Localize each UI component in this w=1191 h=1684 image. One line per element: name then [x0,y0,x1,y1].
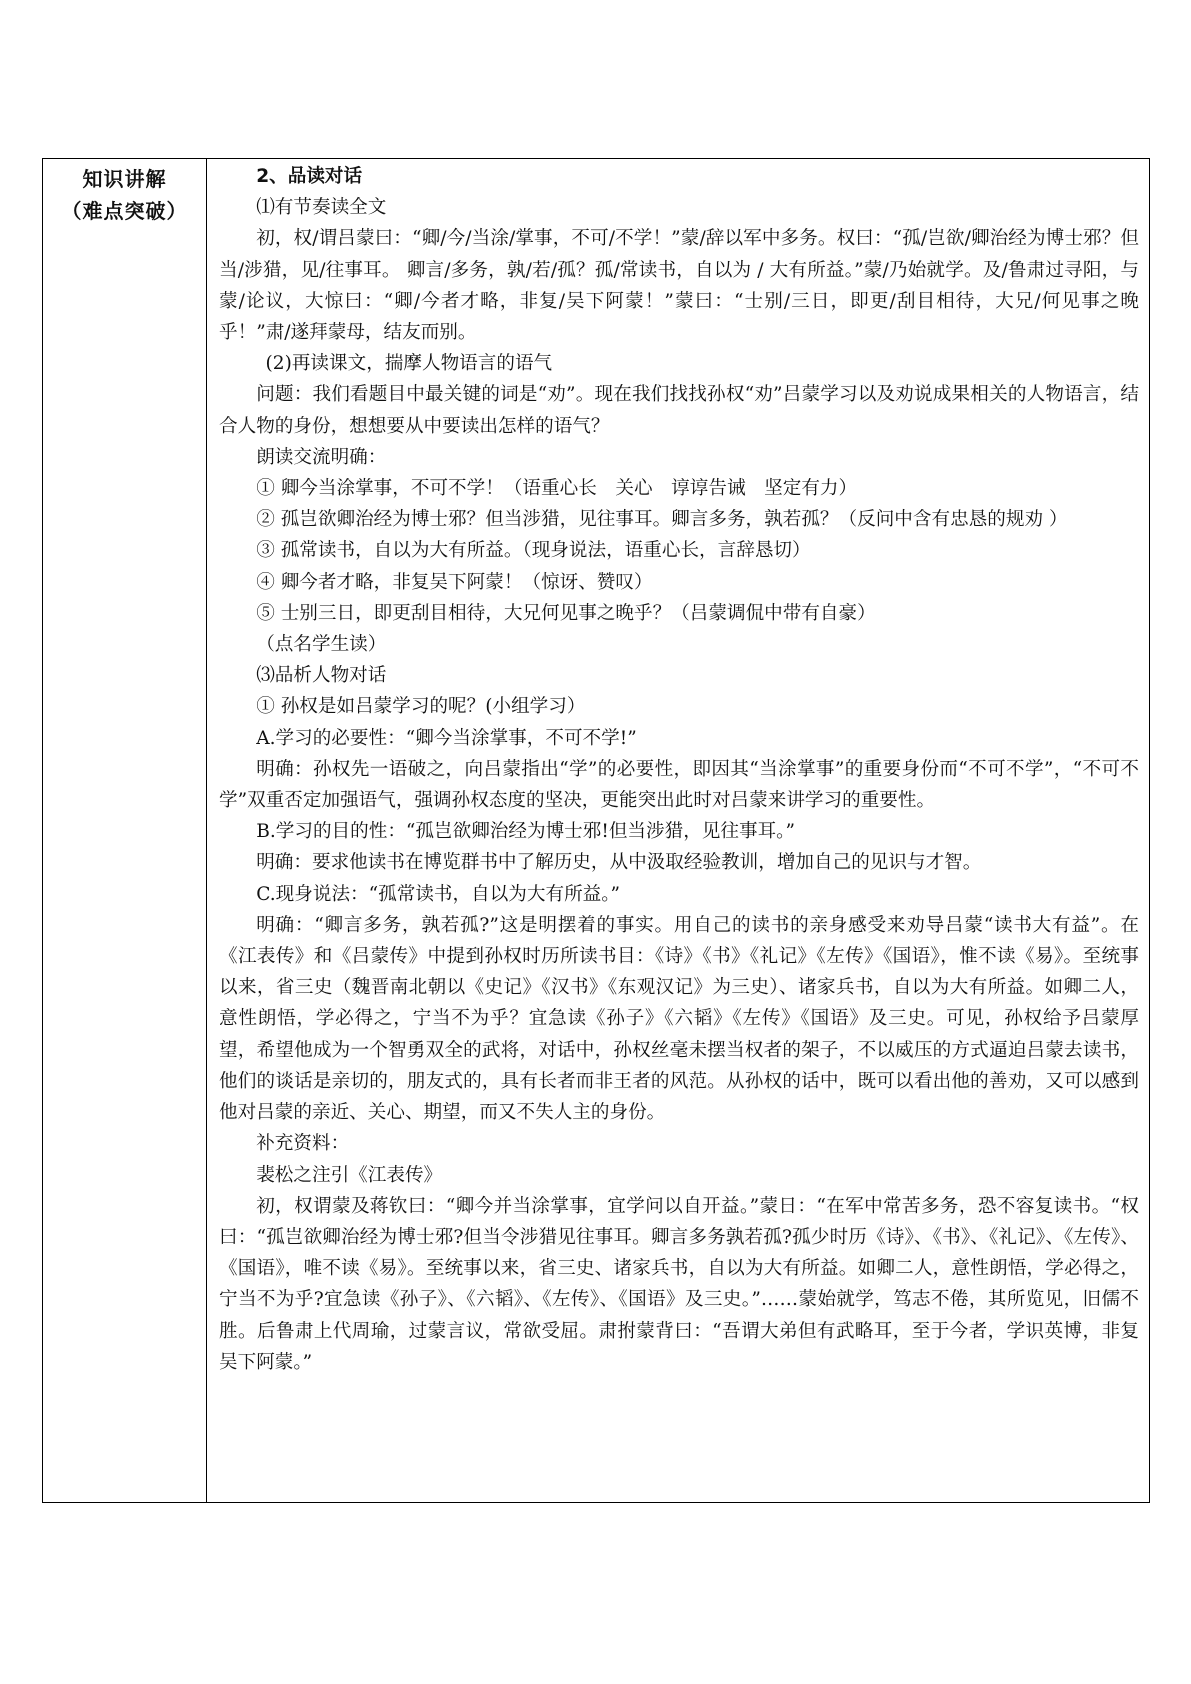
sec1-text: 初，权/谓吕蒙曰：“卿/今/当涂/掌事，不可/不学！”蒙/辞以军中多务。权曰：“孤/岂欲/卿治经为博士邪？但当/涉猎，见/往事耳。 卿言/多务，孰/若/孤？孤/常读书，自以为 / 大有所益。”蒙/乃始就学。及/鲁肃过寻阳，与蒙/论议，大惊曰：“卿/今者才略，非复/吴下阿蒙！”蒙曰：“士别/三日，即更/刮目相待，大兄/何见事之晚乎！”肃/遂拜蒙母，结友而别。 [219,228,1139,344]
lesson-table [42,158,1150,1503]
supplement-source: 裴松之注引《江表传》 [256,1164,443,1186]
sec2-clarify: 朗读交流明确： [256,446,387,468]
supplement-title: 补充资料： [256,1133,350,1155]
sec3-c-title: C.现身说法：“孤常读书，自以为大有所益。” [256,883,621,905]
sec2-note: （点名学生读） [256,634,387,656]
section-label-cell [43,159,207,1503]
lesson-content [219,161,1139,1378]
supplement-text: 初，权谓蒙及蒋钦曰：“卿今并当涂掌事，宜学问以自开益。”蒙日：“在军中常苦多务，恐不容复读书。“权曰：“孤岂欲卿治经为博士邪?但当令涉猎见往事耳。卿言多务孰若孤?孤少时历《诗》、《书》、《礼记》、《左传》、《国语》，唯不读《易》。至统事以来，省三史、诸家兵书，自以为大有所益。如卿二人，意性朗悟，学必得之，宁当不为乎?宜急读《孙子》、《六韬》、《左传》、《国语》及三史。”……蒙始就学，笃志不倦，其所览见，旧儒不胜。后鲁肃上代周瑜，过蒙言议，常欲受屈。肃拊蒙背曰：“吾谓大弟但有武略耳，至于今者，学识英博，非复吴下阿蒙。” [219,1195,1139,1373]
sec3-a-text: 明确：孙权先一语破之，向吕蒙指出“学”的必要性，即因其“当涂掌事”的重要身份而“不可不学”，“不可不学”双重否定加强语气，强调孙权态度的坚决，更能突出此时对吕蒙来讲学习的重要性。 [219,758,1139,812]
sec3-b-title: B.学习的目的性：“孤岂欲卿治经为博士邪!但当涉猎，见往事耳。” [256,821,795,843]
lesson-row [43,159,1150,1503]
sec2-question: 问题：我们看题目中最关键的词是“劝”。现在我们找找孙权“劝”吕蒙学习以及劝说成果相关的人物语言，结合人物的身份，想想要从中要读出怎样的语气？ [219,384,1139,437]
section-label-title: 知识讲解 [82,167,167,191]
sec2-item-1: ① 卿今当涂掌事，不可不学！（语重心长 关心 谆谆告诫 坚定有力） [256,478,858,500]
sec2-item-5: ⑤ 士别三日，即更刮目相待，大兄何见事之晚乎？（吕蒙调侃中带有自豪） [256,602,876,624]
section-content-cell [207,159,1150,1503]
sec1-title: ⑴有节奏读全文 [256,197,387,219]
lesson-sheet [42,158,1150,1503]
sec2-item-4: ④ 卿今者才略，非复吴下阿蒙！（惊讶、赞叹） [256,571,653,593]
sec3-b-text: 明确：要求他读书在博览群书中了解历史，从中汲取经验教训，增加自己的见识与才智。 [256,852,982,874]
section-label-subtitle: （难点突破） [61,199,188,223]
sec2-item-2: ② 孤岂欲卿治经为博士邪？但当涉猎，见往事耳。卿言多务，孰若孤？（反问中含有忠恳的规劝 ） [256,509,1068,531]
sec3-a-title: A.学习的必要性：“卿今当涂掌事，不可不学!” [256,727,637,749]
content-heading: 2、品读对话 [256,166,363,187]
sec3-c-text: 明确：“卿言多务，孰若孤?”这是明摆着的事实。用自己的读书的亲身感受来劝导吕蒙“读书大有益”。在《江表传》和《吕蒙传》中提到孙权时历所读书目：《诗》《书》《礼记》《左传》《国语》，惟不读《易》。至统事以来，省三史（魏晋南北朝以《史记》《汉书》《东观汉记》为三史）、诸家兵书，自以为大有所益。如卿二人，意性朗悟，学必得之，宁当不为乎？宜急读《孙子》《六韬》《左传》《国语》及三史。可见，孙权给予吕蒙厚望，希望他成为一个智勇双全的武将，对话中，孙权丝毫未摆当权者的架子，不以威压的方式逼迫吕蒙去读书，他们的谈话是亲切的，朋友式的，具有长者而非王者的风范。从孙权的话中，既可以看出他的善劝，又可以感到他对吕蒙的亲近、关心、期望，而又不失人主的身份。 [219,914,1139,1124]
sec3-title: ⑶品析人物对话 [256,665,387,687]
sec3-question: ① 孙权是如吕蒙学习的呢？(小组学习） [256,696,586,718]
sec2-item-3: ③ 孤常读书，自以为大有所益。（现身说法，语重心长，言辞恳切） [256,540,811,562]
sec2-title: (2)再读课文，揣摩人物语言的语气 [265,353,553,375]
